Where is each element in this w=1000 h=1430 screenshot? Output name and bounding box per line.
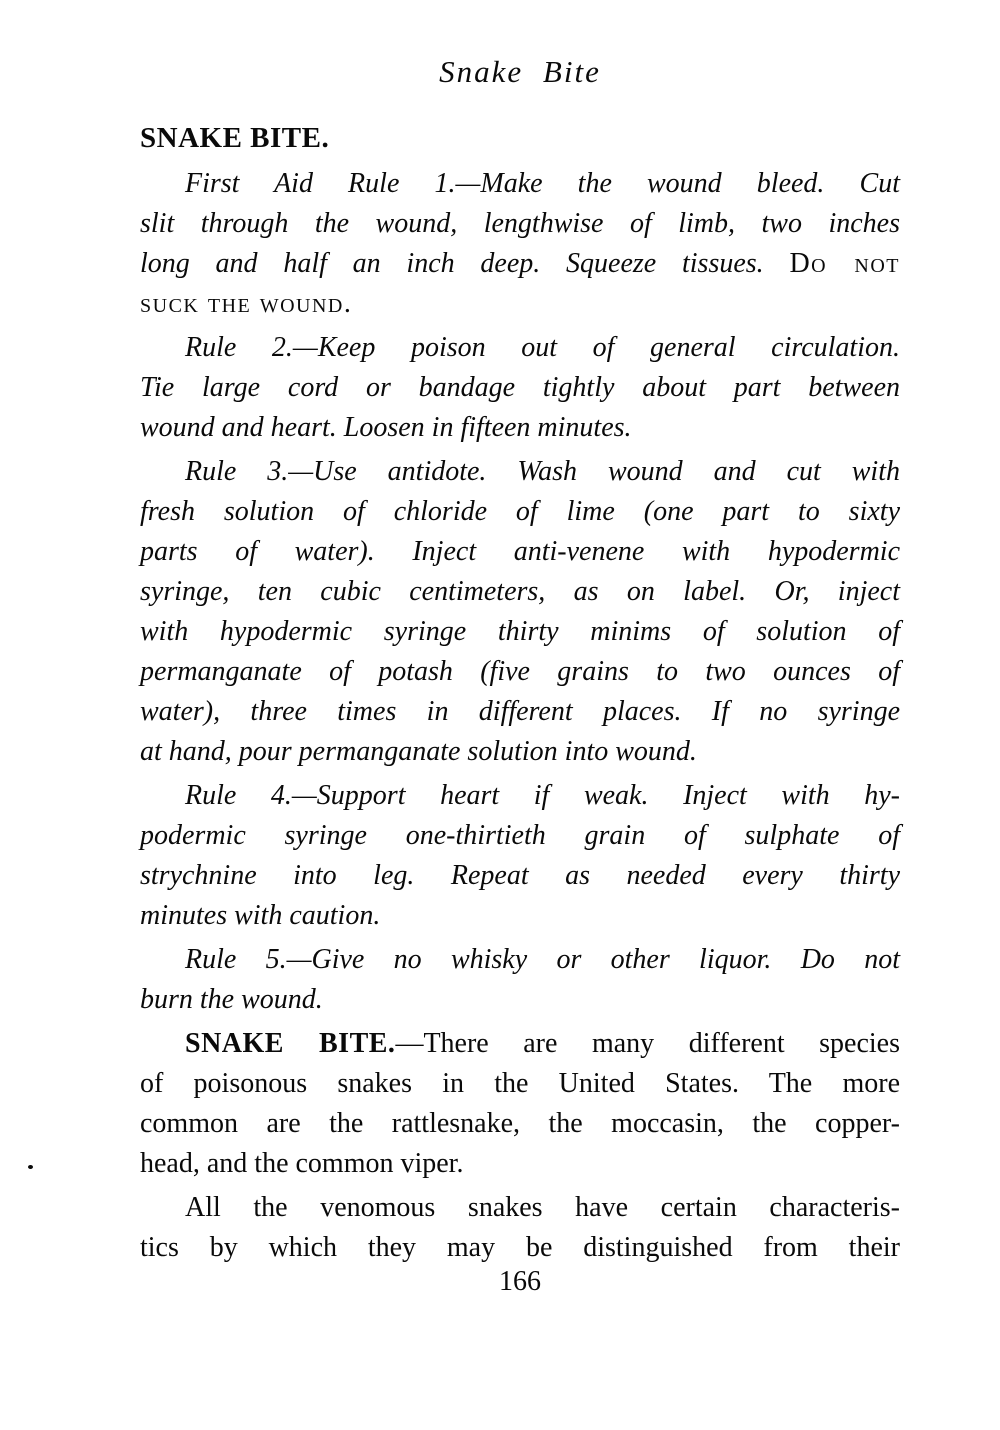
paragraph-rule-2: Rule 2.—Keep poison out of general circulation. Tie large cord or bandage tightly about part between wound and heart. Loosen in fifteen minutes. [140, 332, 900, 443]
paragraph-rule-4: Rule 4.—Support heart if weak. Inject with hy- podermic syringe one-thirtieth grain of sulphate of strychnine into leg. Repeat as needed every thirty minutes with caution. [140, 780, 900, 931]
ink-speck [28, 1165, 33, 1169]
paragraph-rule-5: Rule 5.—Give no whisky or other liquor. Do not burn the wound. [140, 944, 900, 1015]
paragraph-characteristics: All the venomous snakes have certain characteris- tics by which they may be distinguished from their [140, 1192, 900, 1263]
text-block [140, 52, 900, 1302]
paragraph-species: SNAKE BITE.—There are many different species of poisonous snakes in the United States. The more common are the rattlesnake, the moccasin, the copper- head, and the common viper. [140, 1028, 900, 1179]
paragraph-rule-3: Rule 3.—Use antidote. Wash wound and cut with fresh solution of chloride of lime (one part to sixty parts of water). Inject anti-venene with hypodermic syringe, ten cubic centimeters, as on label. Or, inject with hypodermic syringe thirty minims of solution of permanganate of potash (five grains to two ounces of water), three times in different places. If no syringe at hand, pour permanganate solution into wound. [140, 456, 900, 767]
page-number: 166 [499, 1266, 541, 1297]
running-head: Snake Bite [439, 54, 601, 89]
section-heading: SNAKE BITE. [140, 122, 330, 154]
paragraph-rule-1: First Aid Rule 1.—Make the wound bleed. Cut slit through the wound, lengthwise of limb, two inches long and half an inch deep. Squeeze tissues. Do not suck the wound. [140, 168, 900, 319]
